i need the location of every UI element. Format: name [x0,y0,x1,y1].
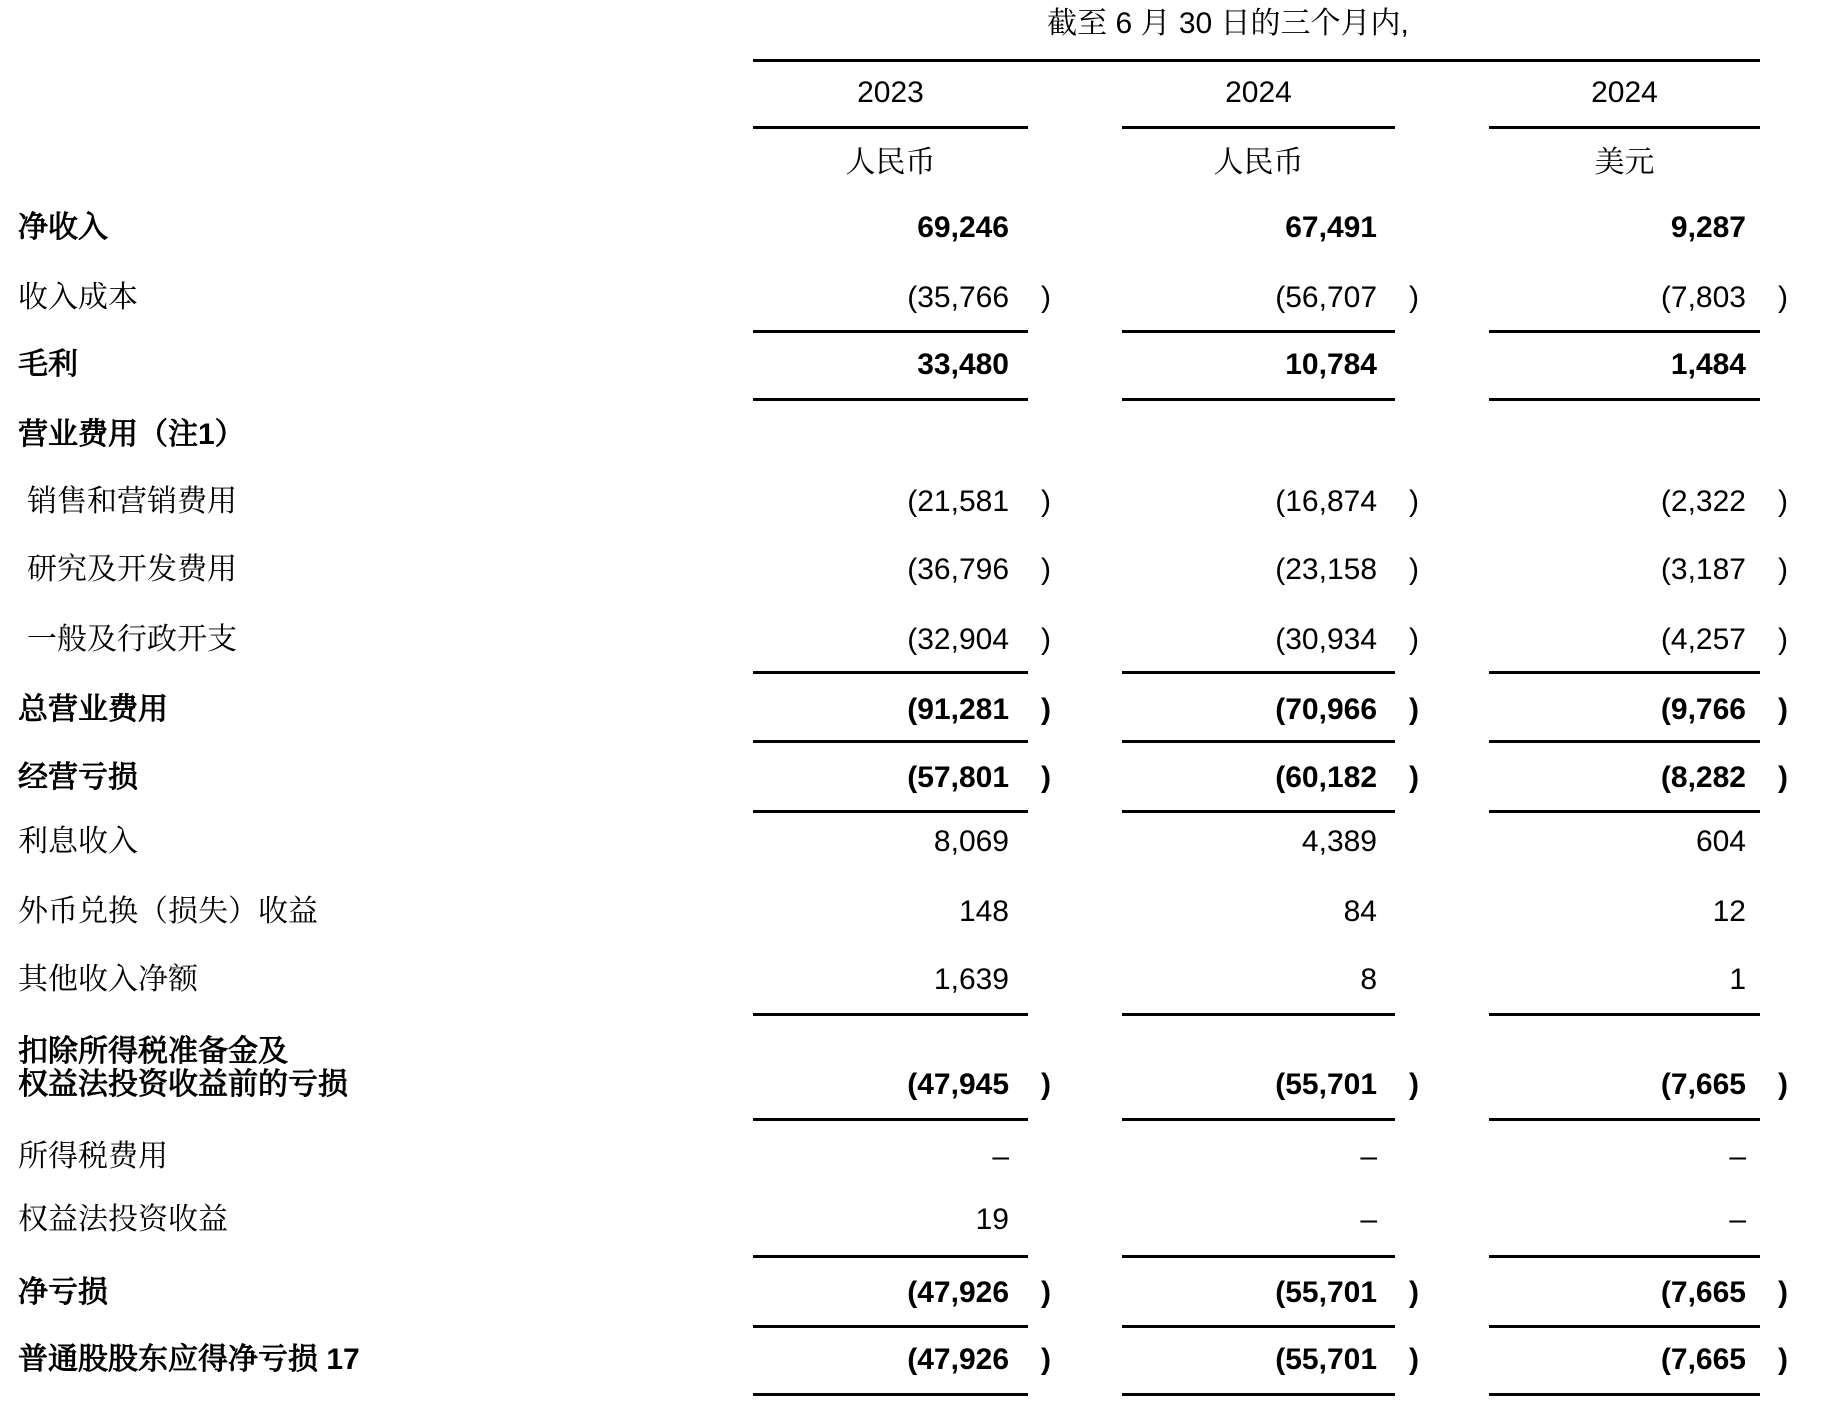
cell-value: (16,874 [1275,485,1377,518]
cell-value: 19 [975,1203,1009,1236]
close-paren: ) [1409,1068,1419,1101]
rule-line [1122,810,1395,813]
cell-value: (7,803 [1660,281,1746,314]
cell-value: 10,784 [1285,348,1377,381]
row-label: 一般及行政开支 [27,623,237,656]
cell-value: 148 [958,895,1009,928]
cell-value: (55,701 [1275,1276,1377,1309]
cell-value: (70,966 [1275,693,1377,726]
rule-line [1122,1393,1395,1396]
close-paren: ) [1778,281,1788,314]
cell-value: (7,665 [1660,1276,1746,1309]
cell-value: (7,665 [1660,1068,1746,1101]
cell-value: (35,766 [907,281,1009,314]
cell-value: (55,701 [1275,1068,1377,1101]
rule-line [1489,810,1760,813]
cell-value: 604 [1695,825,1746,858]
cell-value: 8,069 [933,825,1009,858]
cell-value: – [992,1140,1009,1173]
close-paren: ) [1041,1068,1051,1101]
table-title: 截至 6 月 30 日的三个月内, [1047,7,1409,40]
rule-line [1122,1118,1395,1121]
cell-value: 1,639 [933,963,1009,996]
row-label: 总营业费用 [18,693,168,726]
cell-value: (23,158 [1275,553,1377,586]
close-paren: ) [1041,1276,1051,1309]
cell-value: (9,766 [1660,693,1746,726]
rule-line [753,1393,1028,1396]
row-label: 研究及开发费用 [27,553,237,586]
rule-line [753,126,1028,129]
year-header: 2023 [857,76,924,109]
rule-line [1489,1325,1760,1328]
rule-line [753,398,1028,401]
rule-line [753,1255,1028,1258]
rule-line [1489,1118,1760,1121]
rule-line [1122,398,1395,401]
close-paren: ) [1041,485,1051,518]
cell-value: 8 [1360,963,1377,996]
rule-line [1122,740,1395,743]
cell-value: (32,904 [907,623,1009,656]
close-paren: ) [1409,693,1419,726]
cell-value: 33,480 [917,348,1009,381]
row-label: 扣除所得税准备金及 [18,1035,288,1068]
cell-value: (30,934 [1275,623,1377,656]
row-label: 普通股股东应得净亏损 17 [18,1343,360,1376]
cell-value: 67,491 [1285,211,1377,244]
row-label: 外币兑换（损失）收益 [18,895,318,928]
cell-value: (21,581 [907,485,1009,518]
cell-value: (36,796 [907,553,1009,586]
rule-line [1489,398,1760,401]
rule-line [753,740,1028,743]
currency-header: 美元 [1594,146,1655,179]
row-label: 毛利 [18,348,78,381]
cell-value: (60,182 [1275,761,1377,794]
close-paren: ) [1409,485,1419,518]
row-label: 权益法投资收益 [18,1203,228,1236]
rule-line [1489,671,1760,674]
close-paren: ) [1041,281,1051,314]
close-paren: ) [1409,1276,1419,1309]
rule-line [1489,126,1760,129]
row-label: 净收入 [18,211,108,244]
close-paren: ) [1778,1276,1788,1309]
row-label: 经营亏损 [18,761,138,794]
cell-value: 1 [1729,963,1746,996]
rule-line [1489,330,1760,333]
cell-value: – [1360,1203,1377,1236]
cell-value: (8,282 [1660,761,1746,794]
row-label: 销售和营销费用 [27,485,237,518]
row-label: 收入成本 [18,281,138,314]
close-paren: ) [1409,761,1419,794]
cell-value: 1,484 [1670,348,1746,381]
cell-value: (56,707 [1275,281,1377,314]
close-paren: ) [1409,281,1419,314]
rule-line [1122,1255,1395,1258]
row-label: 利息收入 [18,825,138,858]
close-paren: ) [1778,1343,1788,1376]
cell-value: (2,322 [1660,485,1746,518]
cell-value: (4,257 [1660,623,1746,656]
close-paren: ) [1778,761,1788,794]
rule-line [753,330,1028,333]
cell-value: – [1360,1140,1377,1173]
cell-value: (57,801 [907,761,1009,794]
year-header: 2024 [1225,76,1292,109]
rule-line [1489,740,1760,743]
cell-value: 9,287 [1670,211,1746,244]
close-paren: ) [1041,1343,1051,1376]
cell-value: (55,701 [1275,1343,1377,1376]
close-paren: ) [1041,761,1051,794]
rule-line [753,810,1028,813]
row-label: 所得税费用 [18,1140,168,1173]
year-header: 2024 [1591,76,1658,109]
cell-value: – [1729,1140,1746,1173]
rule-line [1122,330,1395,333]
rule-line [753,671,1028,674]
row-label: 营业费用（注1） [18,418,245,451]
row-label: 权益法投资收益前的亏损 [18,1068,348,1101]
rule-line [1122,126,1395,129]
close-paren: ) [1409,553,1419,586]
rule-line [1489,1393,1760,1396]
close-paren: ) [1778,1068,1788,1101]
cell-value: (3,187 [1660,553,1746,586]
rule-line [753,1325,1028,1328]
currency-header: 人民币 [845,146,936,179]
rule-line [1489,1013,1760,1016]
close-paren: ) [1778,553,1788,586]
rule-line [1489,1255,1760,1258]
close-paren: ) [1409,1343,1419,1376]
close-paren: ) [1778,693,1788,726]
cell-value: 4,389 [1301,825,1377,858]
cell-value: 12 [1712,895,1746,928]
close-paren: ) [1778,485,1788,518]
cell-value: (47,945 [907,1068,1009,1101]
cell-value: 69,246 [917,211,1009,244]
cell-value: – [1729,1203,1746,1236]
close-paren: ) [1778,623,1788,656]
rule-line [1122,671,1395,674]
close-paren: ) [1041,693,1051,726]
cell-value: (47,926 [907,1343,1009,1376]
close-paren: ) [1409,623,1419,656]
close-paren: ) [1041,623,1051,656]
currency-header: 人民币 [1213,146,1304,179]
cell-value: (7,665 [1660,1343,1746,1376]
rule-line [753,1118,1028,1121]
cell-value: 84 [1343,895,1377,928]
rule-line [753,59,1760,62]
cell-value: (47,926 [907,1276,1009,1309]
rule-line [1122,1325,1395,1328]
row-label: 净亏损 [18,1276,108,1309]
cell-value: (91,281 [907,693,1009,726]
rule-line [753,1013,1028,1016]
row-label: 其他收入净额 [18,963,198,996]
close-paren: ) [1041,553,1051,586]
rule-line [1122,1013,1395,1016]
